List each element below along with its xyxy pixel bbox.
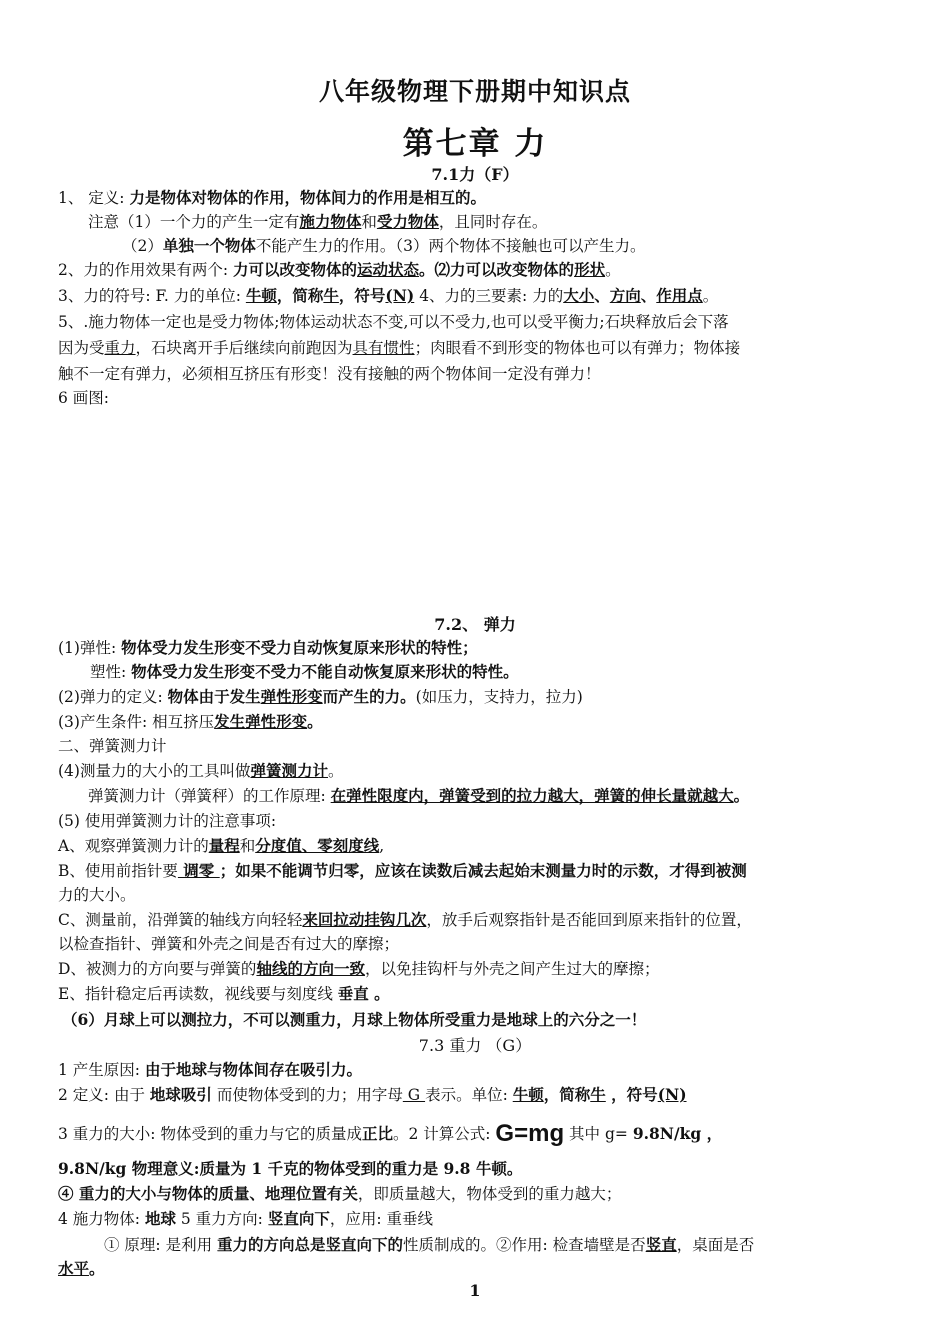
plumb-line-cont: 水平。 <box>58 1259 105 1278</box>
gravity-factors: ④ 重力的大小与物体的质量、地理位置有关，即质量越大，物体受到的重力越大； <box>58 1184 622 1203</box>
spring-scale-tool: (4)测量力的大小的工具叫做弹簧测力计。 <box>58 761 344 780</box>
spring-scale-principle: 弹簧测力计（弹簧秤）的工作原理: 在弹性限度内，弹簧受到的拉力越大，弹簧的伸长量就越大。 <box>88 786 750 805</box>
elasticity: (1)弹性: 物体受力发生形变不受力自动恢复原来形状的特性； <box>58 638 478 657</box>
point-5-line-2: 因为受重力，石块离开手后继续向前跑因为具有惯性；肉眼看不到形变的物体也可以有弹力；物体接 <box>58 339 741 357</box>
page-number: 1 <box>469 1281 481 1300</box>
gravity-definition: 2 定义: 由于 地球吸引 而使物体受到的力；用字母 G 表示。单位: 牛顿，简称牛 ，符号(N) <box>58 1085 687 1104</box>
plasticity: 塑性: 物体受力发生形变不受力不能自动恢复原来形状的特性。 <box>90 662 519 681</box>
note-2: （2）单独一个物体不能产生力的作用。（3）两个物体不接触也可以产生力。 <box>122 236 646 255</box>
gravity-cause: 1 产生原因: 由于地球与物体间存在吸引力。 <box>58 1060 362 1079</box>
g-meaning: 9.8N/kg 物理意义:质量为 1 千克的物体受到的重力是 9.8 牛顿。 <box>58 1159 523 1178</box>
drawing-label: 6 画图: <box>58 389 110 407</box>
force-effects: 2、力的作用效果有两个: 力可以改变物体的运动状态。⑵力可以改变物体的形状。 <box>58 260 621 279</box>
precaution-c: C、测量前，沿弹簧的轴线方向轻轻来回拉动挂钩几次，放手后观察指针是否能回到原来指针的位置， <box>58 910 752 929</box>
section-heading-7-1: 7.1力（F） <box>431 165 519 184</box>
gravity-direction: 4 施力物体: 地球 5 重力方向: 竖直向下，应用: 重垂线 <box>58 1209 434 1228</box>
point-5-line-1: 5、.施力物体一定也是受力物体;物体运动状态不变,可以不受力,也可以受平衡力;石块释放后会下落 <box>58 313 729 331</box>
section-heading-7-2: 7.2、 弹力 <box>434 615 516 634</box>
force-definition: 1、 定义: 力是物体对物体的作用，物体间力的作用是相互的。 <box>58 188 486 207</box>
force-symbol-unit: 3、力的符号: F. 力的单位: 牛顿，简称牛，符号(N) 4、力的三要素: 力的大小、方向、作用点。 <box>58 286 719 305</box>
gravity-formula: G=mg <box>495 1120 565 1147</box>
precaution-a: A、观察弹簧测力计的量程和分度值、零刻度线, <box>58 836 385 855</box>
moon-note: （6）月球上可以测拉力，不可以测重力，月球上物体所受重力是地球上的六分之一！ <box>62 1010 647 1029</box>
point-5-line-3: 触不一定有弹力，必须相互挤压有形变！没有接触的两个物体间一定没有弹力！ <box>58 365 601 383</box>
gravity-magnitude: 3 重力的大小: 物体受到的重力与它的质量成正比。2 计算公式: G=mg 其中 g= 9.8N/kg ， <box>58 1120 723 1147</box>
spring-scale-heading: 二、弹簧测力计 <box>58 737 167 755</box>
plumb-line-principle: ① 原理: 是利用 重力的方向总是竖直向下的性质制成的。②作用: 检查墙壁是否竖直，桌面是否 <box>104 1235 755 1254</box>
precaution-b: B、使用前指针要 调零 ；如果不能调节归零，应该在读数后减去起始末测量力时的示数，才得到被测 <box>58 861 747 880</box>
precaution-d: D、被测力的方向要与弹簧的轴线的方向一致，以免挂钩杆与外壳之间产生过大的摩擦； <box>58 959 660 978</box>
precautions-heading: (5) 使用弹簧测力计的注意事项: <box>58 812 277 830</box>
elastic-condition: (3)产生条件: 相互挤压发生弹性形变。 <box>58 712 323 731</box>
note-1: 注意（1）一个力的产生一定有施力物体和受力物体，且同时存在。 <box>88 212 548 231</box>
precaution-e: E、指针稳定后再读数，视线要与刻度线 垂直 。 <box>58 984 390 1003</box>
elastic-force-definition: (2)弹力的定义: 物体由于发生弹性形变而产生的力。(如压力，支持力，拉力) <box>58 687 583 706</box>
section-heading-7-3: 7.3 重力 （G） <box>418 1036 532 1055</box>
precaution-b-cont: 力的大小。 <box>58 886 136 904</box>
chapter-title: 第七章 力 <box>402 126 548 162</box>
precaution-c-cont: 以检查指针、弹簧和外壳之间是否有过大的摩擦； <box>58 935 400 953</box>
document-title: 八年级物理下册期中知识点 <box>318 77 631 106</box>
